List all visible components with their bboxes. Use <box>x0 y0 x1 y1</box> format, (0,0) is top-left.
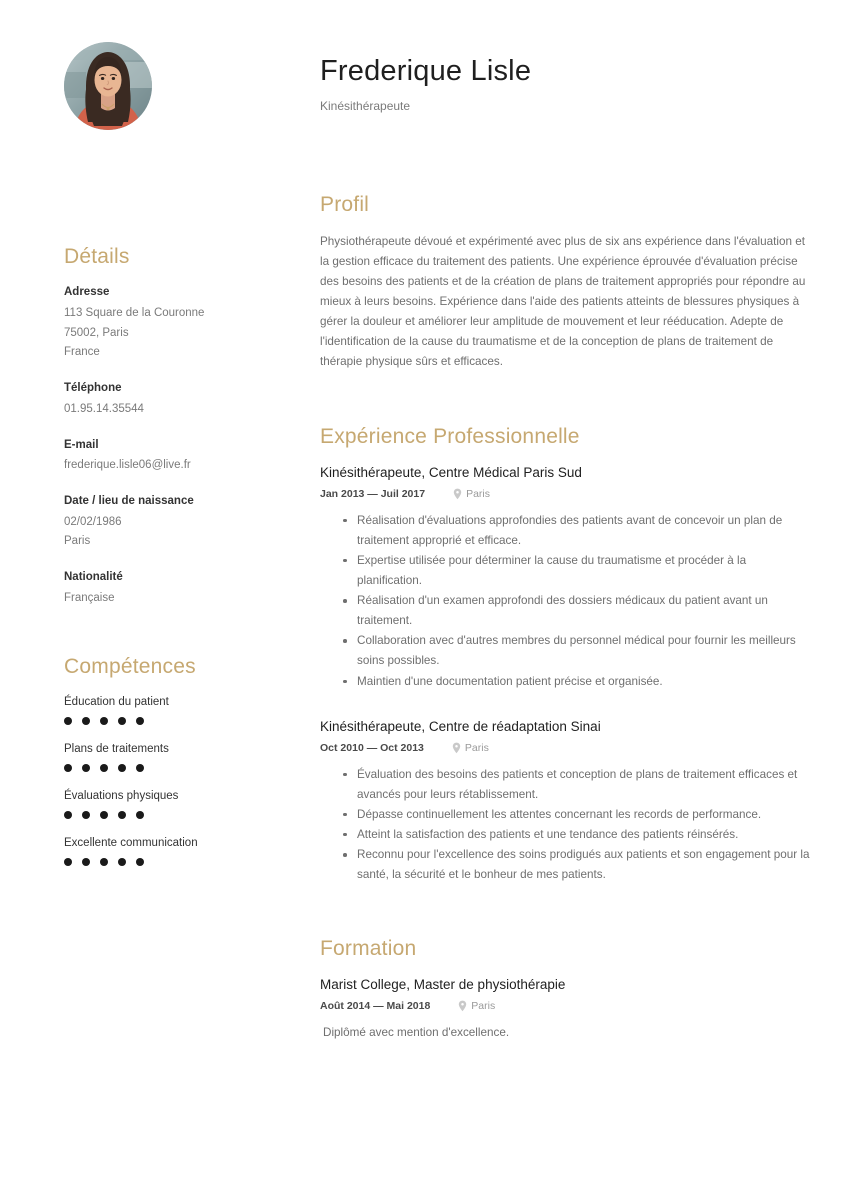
detail-value-line: Paris <box>64 535 91 548</box>
entry-meta <box>320 488 812 500</box>
portrait-photo-icon <box>64 42 152 130</box>
skill-name: Excellente communication <box>64 836 198 849</box>
bullet-item: Évaluation des besoins des patients et conception de plans de traitement efficaces et avancés pour leurs rétablissement. <box>357 765 812 805</box>
profile-title: Profil <box>320 192 370 216</box>
skill-rating <box>64 858 292 866</box>
bullet-item: Réalisation d'évaluations approfondies des patients avant de concevoir un plan de traitement approprié et efficace. <box>357 511 812 551</box>
entry-title: Marist College, Master de physiothérapie <box>320 977 566 993</box>
detail-value <box>64 456 292 476</box>
detail-value-line: 113 Square de la Couronne <box>64 306 205 319</box>
bullet-item: Reconnu pour l'excellence des soins prodigués aux patients et son engagement pour la santé, la sécurité et le bonheur de mes patients. <box>357 845 812 885</box>
entry-location <box>458 1000 495 1012</box>
skill-name: Évaluations physiques <box>64 789 179 802</box>
detail-label: Téléphone <box>64 382 122 395</box>
bullet-item: Collaboration avec d'autres membres du personnel médical pour fournir les meilleurs soins possibles. <box>357 631 812 671</box>
experience-entry <box>320 718 812 886</box>
bullet-item: Dépasse continuellement les attentes concernant les records de performance. <box>357 805 812 825</box>
main-content <box>292 40 812 1043</box>
entry-bullets <box>320 511 812 692</box>
detail-value-line: Française <box>64 591 115 604</box>
detail-value-line: 01.95.14.35544 <box>64 402 144 415</box>
detail-item-telephone <box>64 380 292 419</box>
entry-description: Diplômé avec mention d'excellence. <box>323 1026 510 1040</box>
details-title: Détails <box>64 245 130 268</box>
skill-name: Éducation du patient <box>64 695 169 708</box>
profile-section <box>320 193 812 373</box>
entry-date: Oct 2010 — Oct 2013 <box>320 741 424 754</box>
detail-label: Adresse <box>64 286 110 299</box>
profile-text: Physiothérapeute dévoué et expérimenté avec plus de six ans expérience dans l'évaluation et la gestion efficace du traitement des patients. Une expérience éprouvée d'évaluation précise des besoins des patients et de la création de plans de traitement appropriés pour répondre au mieux à leurs besoins. Expérience dans l'aide des patients atteints de blessures physiques à gérer la douleur et améliorer leur amplitude de mouvement et leur rééducation. Adepte de l'identification de la cause du traumatisme et de la conception de plans de traitement de thérapie physique sûrs et efficaces. <box>320 234 806 369</box>
skills-section <box>64 655 292 866</box>
bullet-item: Expertise utilisée pour déterminer la cause du traumatisme et procéder à la planification. <box>357 551 812 591</box>
entry-location-label: Paris <box>466 487 491 500</box>
skill-dot-filled <box>64 764 72 772</box>
detail-label: Nationalité <box>64 571 123 584</box>
skill-rating <box>64 811 292 819</box>
education-section <box>320 937 812 1043</box>
detail-value-line[interactable]: frederique.lisle06@live.fr <box>64 459 191 472</box>
experience-entry <box>320 464 812 692</box>
skill-item <box>64 694 292 725</box>
map-pin-icon <box>452 742 461 754</box>
skills-title: Compétences <box>64 654 196 678</box>
skill-dot-filled <box>136 717 144 725</box>
skill-dot-filled <box>82 858 90 866</box>
skill-dot-filled <box>136 858 144 866</box>
skill-rating <box>64 764 292 772</box>
bullet-item: Maintien d'une documentation patient précise et organisée. <box>357 672 812 692</box>
skill-dot-filled <box>64 717 72 725</box>
detail-value-line: 02/02/1986 <box>64 515 122 528</box>
detail-value <box>64 400 292 420</box>
skill-dot-filled <box>100 811 108 819</box>
skill-dot-filled <box>118 764 126 772</box>
map-pin-icon <box>458 1000 467 1012</box>
detail-value-line: France <box>64 346 100 359</box>
entry-meta <box>320 1000 812 1012</box>
job-title-subtitle: Kinésithérapeute <box>320 98 411 113</box>
skill-dot-filled <box>82 717 90 725</box>
map-pin-icon <box>453 488 462 500</box>
avatar <box>64 42 152 130</box>
entry-location <box>452 742 489 754</box>
skill-name: Plans de traitements <box>64 742 169 755</box>
detail-item-naissance <box>64 493 292 552</box>
experience-section <box>320 425 812 886</box>
details-section <box>64 245 292 609</box>
skill-item <box>64 741 292 772</box>
page-title: Frederique Lisle <box>320 55 532 87</box>
experience-title: Expérience Professionnelle <box>320 424 580 448</box>
detail-value-line: 75002, Paris <box>64 326 129 339</box>
education-entry <box>320 976 812 1043</box>
detail-label: Date / lieu de naissance <box>64 494 194 507</box>
skill-dot-filled <box>100 717 108 725</box>
skill-dot-filled <box>64 811 72 819</box>
skill-dot-filled <box>82 811 90 819</box>
skill-item <box>64 835 292 866</box>
entry-title: Kinésithérapeute, Centre de réadaptation Sinai <box>320 718 601 734</box>
bullet-item: Atteint la satisfaction des patients et une tendance des patients réinsérés. <box>357 825 812 845</box>
entry-meta <box>320 742 812 754</box>
skill-dot-filled <box>136 811 144 819</box>
entry-date: Jan 2013 — Juil 2017 <box>320 487 426 500</box>
skill-dot-filled <box>100 858 108 866</box>
skill-dot-filled <box>64 858 72 866</box>
entry-location <box>453 488 490 500</box>
entry-location-label: Paris <box>464 741 489 754</box>
skill-rating <box>64 717 292 725</box>
sidebar <box>64 40 292 882</box>
skill-dot-filled <box>118 811 126 819</box>
detail-value <box>64 589 292 609</box>
entry-location-label: Paris <box>471 1000 496 1013</box>
entry-title: Kinésithérapeute, Centre Médical Paris Sud <box>320 464 582 480</box>
detail-item-adresse <box>64 284 292 363</box>
skill-dot-filled <box>118 717 126 725</box>
detail-value <box>64 304 292 363</box>
entry-date: Août 2014 — Mai 2018 <box>320 1000 431 1013</box>
skill-dot-filled <box>118 858 126 866</box>
detail-label: E-mail <box>64 438 99 451</box>
entry-bullets <box>320 765 812 886</box>
bullet-item: Réalisation d'un examen approfondi des dossiers médicaux du patient avant un traitement. <box>357 591 812 631</box>
skill-dot-filled <box>100 764 108 772</box>
skill-dot-filled <box>136 764 144 772</box>
detail-item-nationalite <box>64 569 292 608</box>
skill-dot-filled <box>82 764 90 772</box>
education-title: Formation <box>320 937 417 961</box>
detail-value <box>64 513 292 553</box>
skill-item <box>64 788 292 819</box>
detail-item-email <box>64 437 292 476</box>
